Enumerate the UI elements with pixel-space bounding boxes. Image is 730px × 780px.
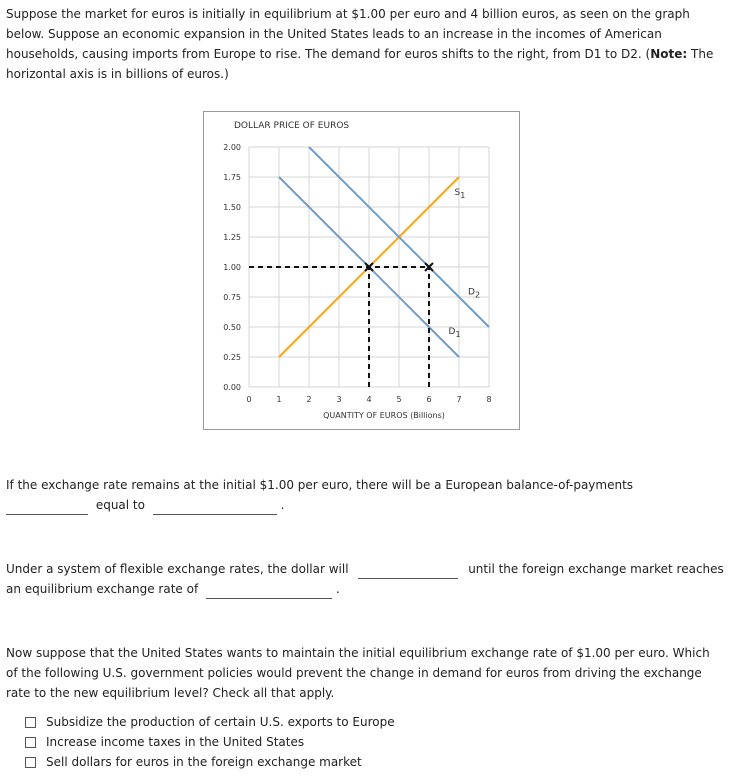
x-tick-label: 8: [486, 395, 492, 404]
q2-period: .: [335, 582, 340, 596]
y-tick-label: 0.50: [223, 323, 241, 332]
bop-amount-blank[interactable]: [153, 500, 277, 515]
option-increase-income-taxes[interactable]: [25, 733, 304, 751]
q2-line-2: [6, 579, 340, 599]
x-tick-label: 7: [456, 395, 462, 404]
x-tick-label: 5: [396, 395, 402, 404]
y-tick-label: 1.75: [223, 173, 241, 182]
q2-text-1: Under a system of flexible exchange rates, the dollar will: [6, 562, 349, 576]
q2-text-3: an equilibrium exchange rate of: [6, 582, 199, 596]
x-tick-label: 4: [366, 395, 372, 404]
dollar-direction-blank[interactable]: [358, 564, 458, 579]
q1-text-1: If the exchange rate remains at the initial $1.00 per euro, there will be a European balance-of-payments: [6, 478, 634, 492]
y-tick-label: 0.00: [223, 383, 241, 392]
y-tick-label: 0.25: [223, 353, 241, 362]
q1-line-1: [6, 475, 633, 495]
q2-text-2: until the foreign exchange market reaches: [468, 562, 724, 576]
q1-period: .: [280, 498, 285, 512]
x-tick-label: 6: [426, 395, 432, 404]
new-rate-blank[interactable]: [206, 584, 332, 599]
bop-type-blank[interactable]: [6, 500, 88, 515]
option-label: Increase income taxes in the United States: [46, 735, 305, 749]
option-label: Subsidize the production of certain U.S. exports to Europe: [46, 715, 395, 729]
checkbox[interactable]: [25, 717, 36, 728]
q3-paragraph: Now suppose that the United States wants to maintain the initial equilibrium exchange rate of $1.00 per euro. Which of the following U.S. government policies would prevent the change in demand for euros from driving the exchange rate to the new equilibrium level? Check all that apply.: [6, 646, 710, 700]
intro-paragraph: [6, 4, 718, 84]
checkbox[interactable]: [25, 757, 36, 768]
intro-text-2: The horizontal axis is in billions of euros.): [6, 47, 714, 81]
note-label: Note:: [650, 47, 688, 61]
supply-demand-graph: [204, 112, 521, 431]
q1-line-2: [6, 495, 284, 515]
x-tick-label: 0: [246, 395, 252, 404]
q1-text-2: equal to: [95, 498, 145, 512]
graph-panel: [203, 111, 520, 430]
x-axis-title: QUANTITY OF EUROS (Billions): [323, 411, 445, 420]
x-tick-label: 3: [336, 395, 342, 404]
y-axis-title: DOLLAR PRICE OF EUROS: [234, 121, 350, 131]
option-label: Sell dollars for euros in the foreign exchange market: [46, 755, 362, 769]
checkbox[interactable]: [25, 737, 36, 748]
option-subsidize-exports[interactable]: [25, 713, 395, 731]
y-tick-label: 1.50: [223, 203, 241, 212]
y-tick-label: 2.00: [223, 143, 241, 152]
q2-line-1: [6, 559, 724, 579]
intro-text-1: Suppose the market for euros is initially in equilibrium at $1.00 per euro and 4 billion euros, as seen on the graph below. Suppose an economic expansion in the United States leads to an increase in the incomes of American households, causing imports from Europe to rise. The demand for euros shifts to the right, from D1 to D2. (: [6, 7, 690, 61]
y-tick-label: 0.75: [223, 293, 241, 302]
y-tick-label: 1.25: [223, 233, 241, 242]
x-tick-label: 1: [276, 395, 282, 404]
y-tick-label: 1.00: [223, 263, 241, 272]
x-tick-label: 2: [306, 395, 312, 404]
curve-label-d2: D2: [468, 287, 481, 300]
curve-label-d1: D1: [448, 327, 461, 340]
curve-label-s1: S1: [454, 188, 466, 200]
option-sell-dollars[interactable]: [25, 753, 362, 771]
